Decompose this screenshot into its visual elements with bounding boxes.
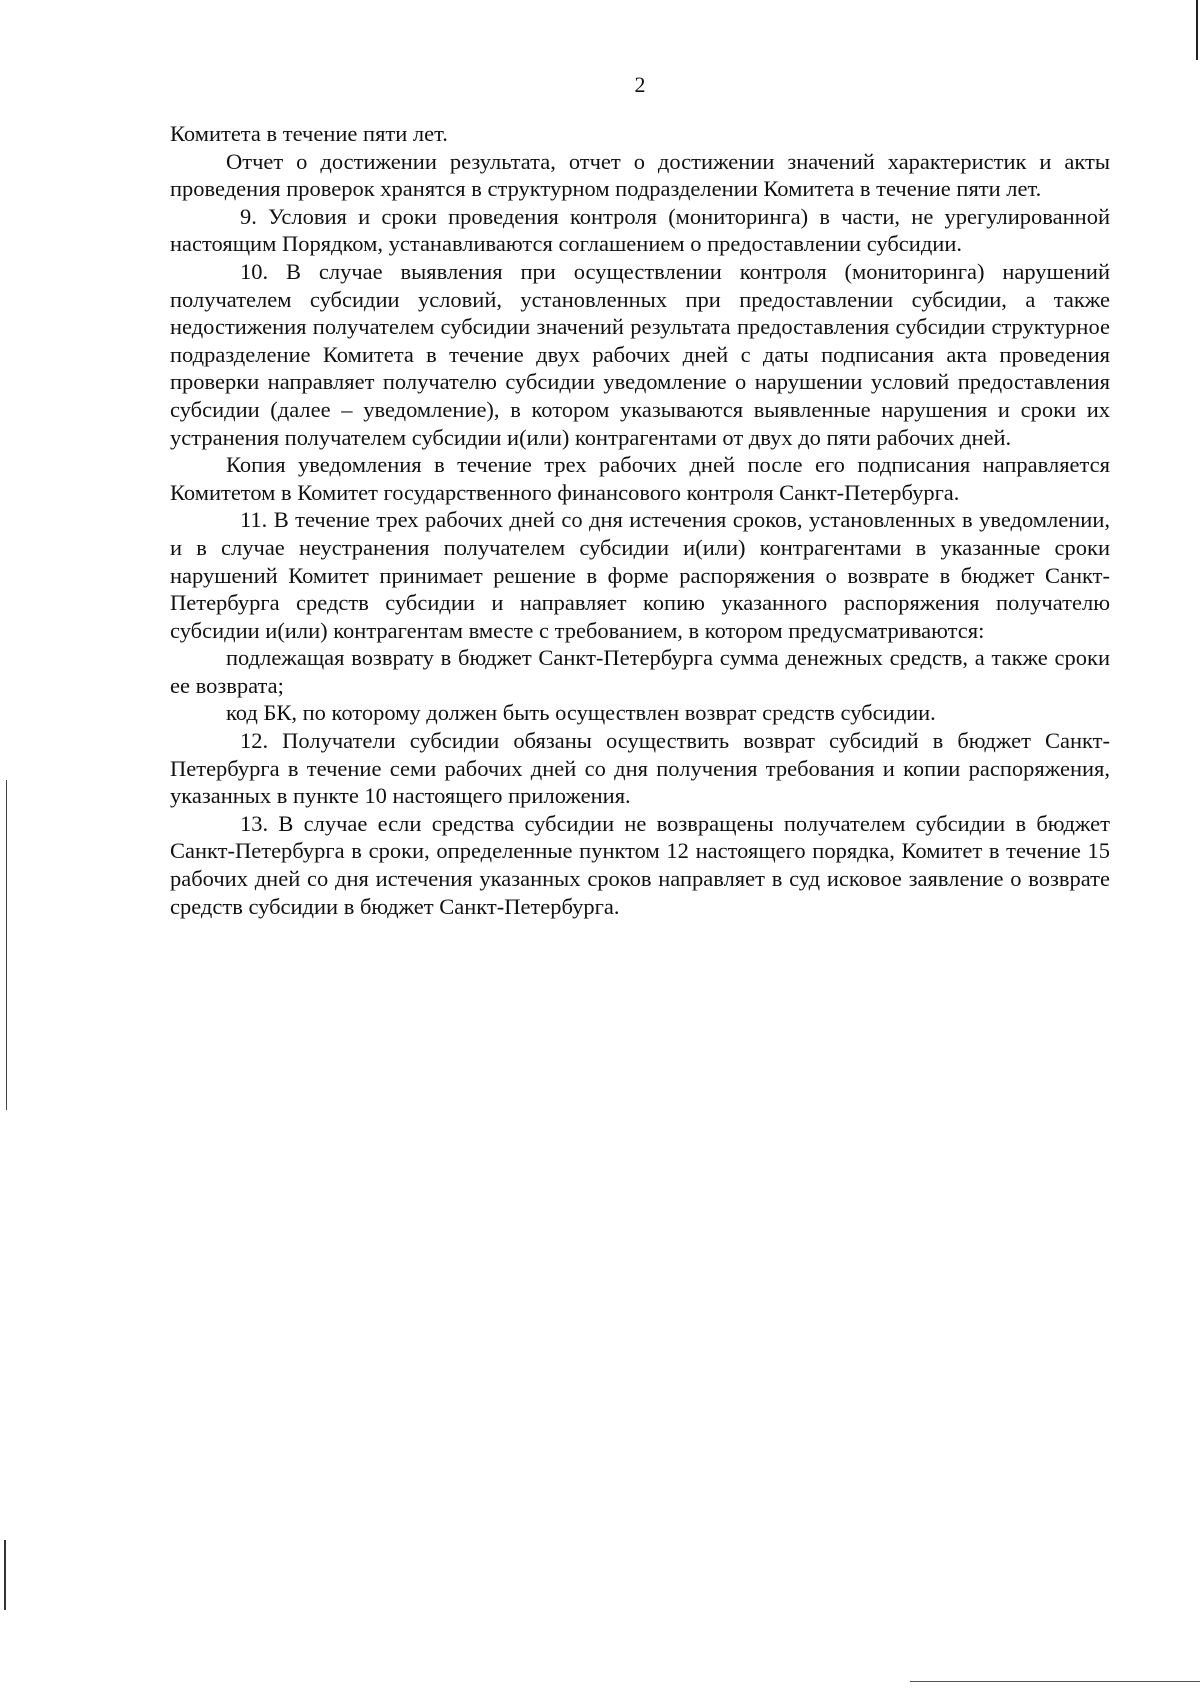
scan-edge-mark [4, 1540, 6, 1610]
paragraph-report-storage: Отчет о достижении результата, отчет о достижении значений характеристик и акты проведения проверок хранятся в структурном подразделении Комитета в течение пяти лет. [170, 148, 1110, 202]
paragraph-notice-copy: Копия уведомления в течение трех рабочих дней после его подписания направляется Комитетом в Комитет государственного финансового контроля Санкт-Петербурга. [170, 452, 1110, 505]
paragraph-clause-10: 10. В случае выявления при осуществлении контроля (мониторинга) нарушений получателем субсидии условий, установленных при предоставлении субсидии, а также недостижения получателем субсидии значений результата предоставления субсидии структурное подразделение Комитета в течение двух рабочих дней с даты подписания акта проведения проверки направляет получателю субсидии уведомление о нарушении условий предоставления субсидии (далее – уведомление), в котором указываются выявленные нарушения и сроки их устранения получателем субсидии и(или) контрагентами от двух до пяти рабочих дней. [170, 258, 1110, 450]
paragraph-refund-amount: подлежащая возврату в бюджет Санкт-Петербурга сумма денежных средств, а также сроки ее возврата; [170, 645, 1110, 698]
paragraph-budget-code: код БК, по которому должен быть осуществлен возврат средств субсидии. [226, 700, 936, 726]
document-body [170, 120, 1110, 920]
paragraph-clause-13: 13. В случае если средства субсидии не возвращены получателем субсидии в бюджет Санкт-Петербурга в сроки, определенные пунктом 12 настоящего порядка, Комитет в течение 15 рабочих дней со дня истечения указанных сроков направляет в суд исковое заявление о возврате средств субсидии в бюджет Санкт-Петербурга. [170, 810, 1110, 919]
paragraph-clause-12: 12. Получатели субсидии обязаны осуществить возврат субсидий в бюджет Санкт-Петербурга в течение семи рабочих дней со дня получения требования и копии распоряжения, указанных в пункте 10 настоящего приложения. [170, 728, 1110, 809]
paragraph-continuation: Комитета в течение пяти лет. [170, 121, 448, 146]
scan-edge-mark [910, 1681, 1200, 1682]
page-number: 2 [634, 72, 646, 97]
paragraph-clause-11: 11. В течение трех рабочих дней со дня истечения сроков, установленных в уведомлении, и в случае неустранения получателем субсидии и(или) контрагентами в указанные сроки нарушений Комитет принимает решение в форме распоряжения о возврате в бюджет Санкт-Петербурга средств субсидии и направляет копию указанного распоряжения получателю субсидии и(или) контрагентам вместе с требованием, в котором предусматриваются: [170, 507, 1110, 643]
scan-edge-mark [1196, 0, 1198, 60]
paragraph-clause-9: 9. Условия и сроки проведения контроля (мониторинга) в части, не урегулированной настоящим Порядком, устанавливаются соглашением о предоставлении субсидии. [170, 203, 1110, 257]
scan-edge-mark [6, 780, 7, 1110]
